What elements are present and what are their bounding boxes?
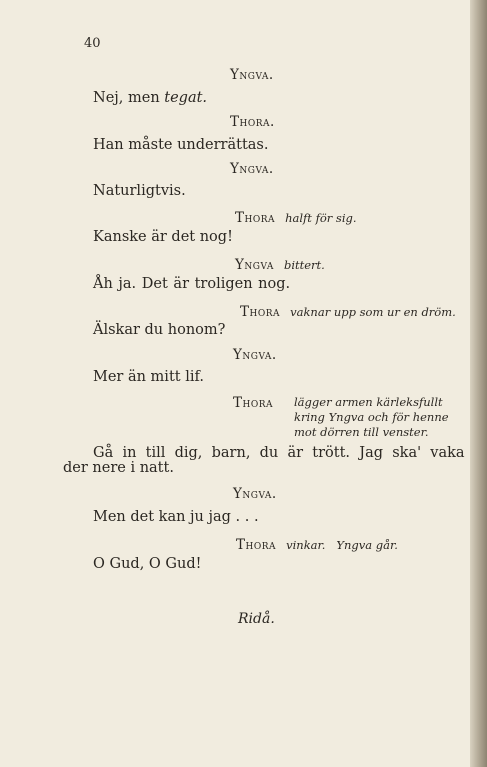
line-ga-in: Gå in till dig, barn, du är trött. Jag ska' vaka	[93, 445, 465, 461]
direction-vaknar: vaknar upp som ur en dröm.	[290, 305, 456, 319]
stage-cue-thora-3	[240, 303, 456, 320]
speaker-yngva-2: Yngva.	[230, 161, 274, 177]
speaker-thora-2: Thora	[235, 210, 276, 226]
line-nej-men-italic: tegat.	[164, 90, 208, 106]
page-number: 40	[84, 36, 101, 51]
speaker-thora-3: Thora	[240, 304, 281, 320]
line-der-nere: der nere i natt.	[63, 460, 174, 476]
line-naturligtvis: Naturligtvis.	[93, 183, 186, 199]
speaker-yngva-3: Yngva	[235, 257, 274, 273]
line-mer-an: Mer än mitt lif.	[93, 369, 204, 385]
line-nej-men-text: Nej, men	[93, 90, 160, 106]
speaker-yngva-5: Yngva.	[233, 486, 277, 502]
page-edge	[470, 0, 487, 767]
line-kanske: Kanske är det nog!	[93, 229, 233, 245]
direction-lagger-2: kring Yngva och för henne	[294, 410, 449, 424]
line-alskar: Älskar du honom?	[93, 322, 226, 338]
direction-lagger-1: lägger armen kärleksfullt	[294, 395, 443, 409]
line-men-det: Men det kan ju jag . . .	[93, 509, 259, 525]
direction-halft: halft för sig.	[285, 211, 357, 225]
speaker-yngva-4: Yngva.	[233, 347, 277, 363]
line-nej-men	[93, 91, 207, 106]
direction-lagger-3: mot dörren till venster.	[294, 425, 429, 439]
speaker-thora-1: Thora.	[230, 114, 275, 130]
speaker-yngva-1: Yngva.	[230, 67, 274, 83]
stage-cue-yngva-3	[235, 256, 325, 273]
line-o-gud: O Gud, O Gud!	[93, 556, 202, 572]
stage-cue-thora-1	[235, 209, 357, 226]
speaker-thora-4: Thora	[233, 395, 274, 411]
curtain-rida: Ridå.	[238, 611, 275, 627]
direction-bittert: bittert.	[283, 258, 325, 272]
line-han-maste: Han måste underrättas.	[93, 137, 269, 153]
direction-vinkar: vinkar. Yngva går.	[286, 538, 398, 552]
line-ah-ja: Åh ja. Det är troligen nog.	[93, 276, 291, 292]
speaker-thora-5: Thora	[236, 537, 277, 553]
stage-cue-thora-5	[236, 536, 398, 553]
